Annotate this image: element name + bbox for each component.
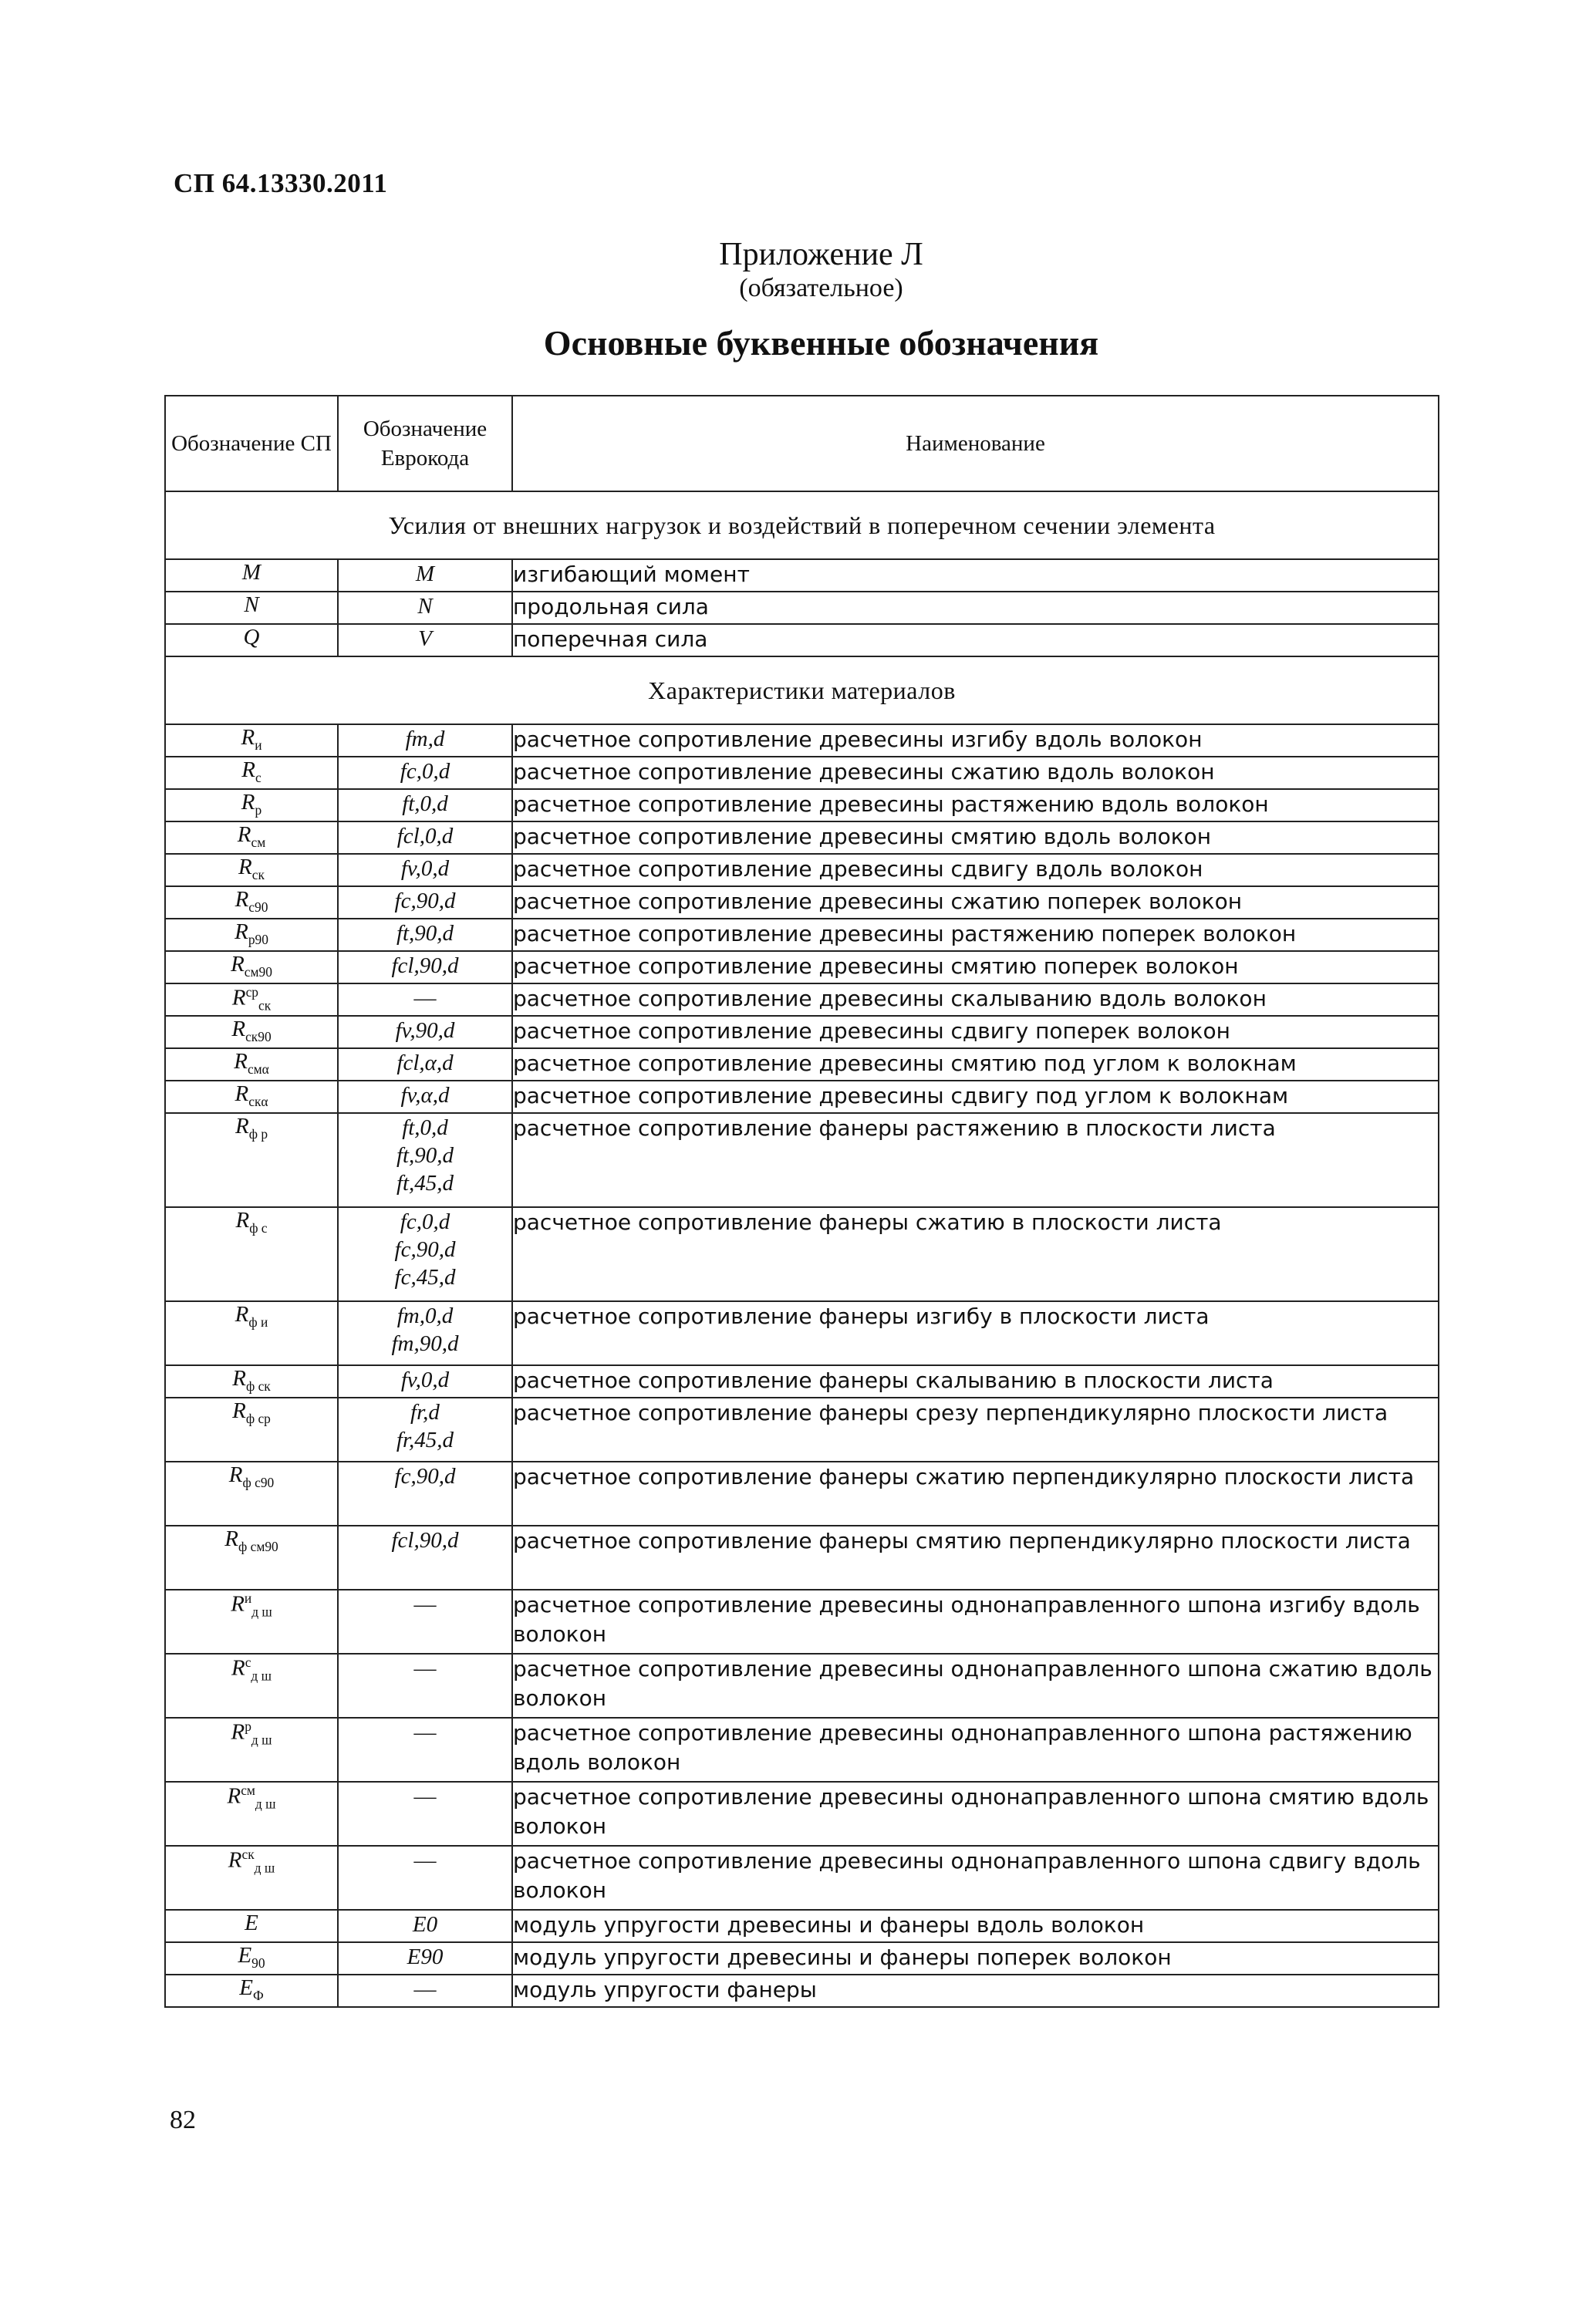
- sp-symbol-cell: [165, 1975, 338, 2007]
- symbol-description: расчетное сопротивление фанеры изгибу в плоскости листа: [512, 1301, 1439, 1365]
- table-row: [165, 1975, 1439, 2007]
- symbol-description: модуль упругости фанеры: [512, 1975, 1439, 2007]
- eurocode-symbol: fcl,90,d: [391, 953, 459, 978]
- symbol-description: расчетное сопротивление фанеры сжатию перпендикулярно плоскости листа: [512, 1462, 1439, 1526]
- sp-symbol-subscript: с: [255, 769, 262, 785]
- eurocode-symbol: fr,d: [410, 1400, 440, 1425]
- sp-symbol: R: [241, 725, 255, 750]
- table-row: [165, 1718, 1439, 1782]
- sp-symbol: R: [228, 1462, 243, 1487]
- symbol-description: расчетное сопротивление древесины сжатию поперек волокон: [512, 886, 1439, 919]
- eurocode-symbol: fv,α,d: [400, 1083, 450, 1108]
- eurocode-symbol: —: [413, 1720, 437, 1745]
- eurocode-symbol: V: [418, 626, 432, 651]
- eurocode-symbol: ft,45,d: [396, 1171, 454, 1196]
- symbol-description: расчетное сопротивление древесины однонаправленного шпона растяжению вдоль волокон: [512, 1718, 1439, 1782]
- sp-symbol: R: [235, 1081, 249, 1106]
- eurocode-symbol-cell: [338, 1910, 512, 1942]
- table-row: [165, 919, 1439, 951]
- table-header-row: [165, 396, 1439, 491]
- sp-symbol: M: [241, 560, 262, 585]
- sp-symbol-superscript: с: [245, 1655, 251, 1670]
- table-row: [165, 1301, 1439, 1365]
- sp-symbol: R: [241, 790, 255, 815]
- sp-symbol-cell: [165, 724, 338, 757]
- sp-symbol-cell: [165, 983, 338, 1016]
- symbol-description: расчетное сопротивление древесины смятию вдоль волокон: [512, 821, 1439, 854]
- eurocode-symbol-cell: [338, 1942, 512, 1975]
- eurocode-symbol-cell: [338, 789, 512, 821]
- sp-symbol-subscript: д ш: [251, 1732, 272, 1748]
- sp-symbol-subscript: Ф: [252, 1987, 264, 2003]
- eurocode-symbol: M: [415, 562, 435, 586]
- symbol-description: расчетное сопротивление древесины сдвигу под углом к волокнам: [512, 1081, 1439, 1113]
- sp-symbol: R: [235, 1208, 250, 1233]
- symbols-table: [164, 395, 1439, 2008]
- sp-symbol-subscript: см90: [244, 963, 272, 980]
- symbol-description: расчетное сопротивление древесины сдвигу вдоль волокон: [512, 854, 1439, 886]
- sp-symbol-superscript: и: [244, 1590, 252, 1606]
- sp-symbol-superscript: ск: [241, 1847, 255, 1862]
- sp-symbol-subscript: ск: [258, 997, 272, 1014]
- sp-symbol-subscript: д ш: [255, 1796, 276, 1812]
- eurocode-symbol-cell: [338, 1207, 512, 1301]
- table-row: [165, 789, 1439, 821]
- sp-symbol-subscript: р: [255, 801, 262, 818]
- eurocode-symbol-cell: [338, 1048, 512, 1081]
- sp-symbol: R: [238, 855, 252, 879]
- sp-symbol-cell: [165, 854, 338, 886]
- sp-symbol-subscript: 90: [251, 1955, 265, 1971]
- eurocode-symbol: E90: [407, 1945, 444, 1969]
- eurocode-symbol-cell: [338, 624, 512, 656]
- symbol-description: расчетное сопротивление фанеры смятию перпендикулярно плоскости листа: [512, 1526, 1439, 1590]
- sp-symbol-cell: [165, 1081, 338, 1113]
- sp-symbol: Q: [243, 625, 260, 649]
- sp-symbol-subscript: ф р: [248, 1125, 268, 1142]
- sp-symbol-cell: [165, 821, 338, 854]
- table-row: [165, 1942, 1439, 1975]
- symbol-description: расчетное сопротивление древесины сжатию вдоль волокон: [512, 757, 1439, 789]
- eurocode-symbol-cell: [338, 1365, 512, 1398]
- sp-symbol-cell: [165, 624, 338, 656]
- symbol-description: расчетное сопротивление древесины изгибу вдоль волокон: [512, 724, 1439, 757]
- sp-symbol-cell: [165, 951, 338, 983]
- symbol-description: расчетное сопротивление древесины сдвигу поперек волокон: [512, 1016, 1439, 1048]
- eurocode-symbol-cell: [338, 983, 512, 1016]
- eurocode-symbol: fc,45,d: [394, 1265, 456, 1290]
- sp-symbol-cell: [165, 1846, 338, 1910]
- table-row: [165, 1081, 1439, 1113]
- eurocode-symbol: —: [413, 1848, 437, 1873]
- table-row: [165, 1846, 1439, 1910]
- table-row: [165, 951, 1439, 983]
- symbol-description: расчетное сопротивление древесины однонаправленного шпона сдвигу вдоль волокон: [512, 1846, 1439, 1910]
- eurocode-symbol: ft,0,d: [402, 791, 448, 816]
- table-row: [165, 1654, 1439, 1718]
- header-eurocode: Обозначение Еврокода: [338, 396, 512, 491]
- sp-symbol: R: [234, 1049, 248, 1074]
- table-row: [165, 1365, 1439, 1398]
- table-row: [165, 1048, 1439, 1081]
- symbol-description: расчетное сопротивление древесины смятию под углом к волокнам: [512, 1048, 1439, 1081]
- sp-symbol-subscript: ф см90: [238, 1538, 278, 1554]
- table-row: [165, 1782, 1439, 1846]
- table-row: [165, 1526, 1439, 1590]
- sp-symbol-cell: [165, 1048, 338, 1081]
- eurocode-symbol: ft,90,d: [396, 921, 454, 946]
- eurocode-symbol-cell: [338, 1016, 512, 1048]
- eurocode-symbol-cell: [338, 1654, 512, 1718]
- sp-symbol-cell: [165, 1526, 338, 1590]
- table-row: [165, 1207, 1439, 1301]
- symbol-description: расчетное сопротивление древесины растяжению вдоль волокон: [512, 789, 1439, 821]
- table-row: [165, 886, 1439, 919]
- symbol-description: расчетное сопротивление древесины однонаправленного шпона сжатию вдоль волокон: [512, 1654, 1439, 1718]
- table-row: [165, 821, 1439, 854]
- sp-symbol-cell: [165, 1398, 338, 1462]
- sp-symbol-subscript: д ш: [254, 1860, 275, 1876]
- page-title: Основные буквенные обозначения: [543, 323, 1099, 363]
- sp-symbol-cell: [165, 1301, 338, 1365]
- sp-symbol-cell: [165, 1365, 338, 1398]
- sp-symbol-superscript: р: [245, 1719, 251, 1734]
- sp-symbol-subscript: ск90: [245, 1028, 272, 1044]
- sp-symbol-cell: [165, 592, 338, 624]
- sp-symbol-cell: [165, 559, 338, 592]
- eurocode-symbol-cell: [338, 1590, 512, 1654]
- eurocode-symbol: fv,90,d: [395, 1018, 455, 1043]
- sp-symbol-cell: [165, 1462, 338, 1526]
- eurocode-symbol: fc,90,d: [394, 1464, 456, 1489]
- sp-symbol-subscript: ф и: [248, 1314, 268, 1330]
- sp-symbol: R: [228, 1847, 242, 1873]
- table-row: [165, 1910, 1439, 1942]
- sp-symbol-subscript: ф с: [249, 1219, 268, 1236]
- header-name: Наименование: [512, 396, 1439, 491]
- eurocode-symbol: fv,0,d: [400, 856, 450, 881]
- eurocode-symbol-cell: [338, 821, 512, 854]
- eurocode-symbol-cell: [338, 919, 512, 951]
- sp-symbol: R: [232, 1398, 246, 1423]
- eurocode-symbol: —: [413, 1784, 437, 1809]
- symbol-description: продольная сила: [512, 592, 1439, 624]
- eurocode-symbol: fm,90,d: [391, 1331, 459, 1356]
- sp-symbol: R: [231, 1017, 246, 1041]
- symbol-description: расчетное сопротивление фанеры сжатию в плоскости листа: [512, 1207, 1439, 1301]
- eurocode-symbol-cell: [338, 1301, 512, 1365]
- eurocode-symbol-cell: [338, 1462, 512, 1526]
- eurocode-symbol-cell: [338, 1113, 512, 1207]
- sp-symbol: R: [237, 822, 251, 847]
- eurocode-symbol-cell: [338, 1782, 512, 1846]
- table-row: [165, 624, 1439, 656]
- appendix-heading: [0, 236, 1596, 304]
- symbol-description: расчетное сопротивление древесины скалыванию вдоль волокон: [512, 983, 1439, 1016]
- sp-symbol: R: [235, 919, 248, 944]
- sp-symbol: R: [235, 1302, 249, 1327]
- sp-symbol-superscript: ср: [245, 984, 258, 1000]
- table-row: [165, 1462, 1439, 1526]
- sp-symbol: R: [235, 1114, 249, 1138]
- sp-symbol-cell: [165, 1207, 338, 1301]
- eurocode-symbol-cell: [338, 886, 512, 919]
- sp-symbol-subscript: р90: [248, 931, 268, 947]
- table-row: [165, 1590, 1439, 1654]
- eurocode-symbol: E0: [412, 1912, 438, 1937]
- table-row: [165, 724, 1439, 757]
- eurocode-symbol-cell: [338, 1398, 512, 1462]
- sp-symbol: E: [238, 1943, 252, 1968]
- symbol-description: модуль упругости древесины и фанеры поперек волокон: [512, 1942, 1439, 1975]
- sp-symbol-cell: [165, 789, 338, 821]
- eurocode-symbol-cell: [338, 1846, 512, 1910]
- header-sp: Обозначение СП: [165, 396, 338, 491]
- sp-symbol-cell: [165, 1782, 338, 1846]
- sp-symbol: R: [231, 1591, 245, 1617]
- table-row: [165, 983, 1439, 1016]
- sp-symbol-cell: [165, 757, 338, 789]
- symbol-description: расчетное сопротивление фанеры растяжению в плоскости листа: [512, 1113, 1439, 1207]
- table-row: [165, 854, 1439, 886]
- sp-symbol-cell: [165, 1113, 338, 1207]
- eurocode-symbol-cell: [338, 1718, 512, 1782]
- sp-symbol-cell: [165, 1910, 338, 1942]
- symbol-description: расчетное сопротивление фанеры срезу перпендикулярно плоскости листа: [512, 1398, 1439, 1462]
- eurocode-symbol-cell: [338, 854, 512, 886]
- sp-symbol-cell: [165, 1718, 338, 1782]
- table-row: [165, 592, 1439, 624]
- eurocode-symbol: fv,0,d: [400, 1368, 450, 1392]
- eurocode-symbol-cell: [338, 951, 512, 983]
- eurocode-symbol: N: [417, 594, 433, 619]
- eurocode-symbol: fm,0,d: [396, 1304, 454, 1328]
- eurocode-symbol: ft,90,d: [396, 1143, 454, 1168]
- sp-symbol: R: [241, 757, 255, 782]
- sp-symbol: R: [227, 1783, 241, 1809]
- eurocode-symbol: fc,0,d: [400, 759, 450, 784]
- symbol-description: модуль упругости древесины и фанеры вдоль волокон: [512, 1910, 1439, 1942]
- eurocode-symbol: —: [413, 1656, 437, 1681]
- sp-symbol-subscript: ф ск: [245, 1378, 271, 1394]
- sp-symbol-subscript: д ш: [251, 1668, 272, 1684]
- sp-symbol-subscript: смα: [247, 1061, 269, 1077]
- eurocode-symbol-cell: [338, 559, 512, 592]
- table-row: [165, 1016, 1439, 1048]
- eurocode-symbol: fr,45,d: [396, 1428, 454, 1452]
- eurocode-symbol-cell: [338, 724, 512, 757]
- table-row: [165, 1113, 1439, 1207]
- eurocode-symbol: fm,d: [405, 727, 445, 751]
- sp-symbol-cell: [165, 919, 338, 951]
- eurocode-symbol: fcl,α,d: [396, 1051, 454, 1075]
- sp-symbol-subscript: ф с90: [242, 1474, 275, 1490]
- eurocode-symbol-cell: [338, 757, 512, 789]
- symbol-description: изгибающий момент: [512, 559, 1439, 592]
- eurocode-symbol-cell: [338, 1975, 512, 2007]
- sp-symbol-subscript: ск: [251, 866, 265, 882]
- eurocode-symbol: fc,0,d: [400, 1209, 450, 1234]
- section-title: Усилия от внешних нагрузок и воздействий в поперечном сечении элемента: [165, 491, 1439, 559]
- eurocode-symbol: ft,0,d: [402, 1115, 448, 1140]
- table-row: [165, 757, 1439, 789]
- sp-symbol-cell: [165, 1942, 338, 1975]
- sp-symbol-superscript: см: [241, 1783, 255, 1798]
- eurocode-symbol: fcl,0,d: [396, 824, 454, 848]
- sp-symbol-subscript: д ш: [251, 1604, 272, 1620]
- sp-symbol-subscript: с90: [248, 899, 268, 915]
- eurocode-symbol: —: [413, 1977, 437, 2002]
- appendix-title: Приложение Л: [719, 237, 923, 272]
- symbol-description: поперечная сила: [512, 624, 1439, 656]
- sp-symbol-cell: [165, 1590, 338, 1654]
- section-title: Характеристики материалов: [165, 656, 1439, 724]
- sp-symbol-subscript: и: [255, 737, 262, 753]
- table-row: [165, 559, 1439, 592]
- eurocode-symbol: —: [413, 1592, 437, 1617]
- eurocode-symbol: fc,90,d: [394, 889, 456, 913]
- symbol-description: расчетное сопротивление древесины смятию поперек волокон: [512, 951, 1439, 983]
- sp-symbol-subscript: скα: [248, 1093, 268, 1109]
- section-row: [165, 656, 1439, 724]
- symbol-description: расчетное сопротивление древесины однонаправленного шпона изгибу вдоль волокон: [512, 1590, 1439, 1654]
- document-code: СП 64.13330.2011: [174, 168, 388, 198]
- eurocode-symbol-cell: [338, 592, 512, 624]
- sp-symbol: R: [232, 1366, 246, 1391]
- symbol-description: расчетное сопротивление древесины однонаправленного шпона смятию вдоль волокон: [512, 1782, 1439, 1846]
- sp-symbol: R: [231, 952, 245, 977]
- sp-symbol-cell: [165, 1016, 338, 1048]
- table-body: [165, 491, 1439, 2007]
- sp-symbol: R: [231, 985, 246, 1010]
- sp-symbol-subscript: см: [251, 834, 266, 850]
- symbol-description: расчетное сопротивление фанеры скалыванию в плоскости листа: [512, 1365, 1439, 1398]
- sp-symbol-cell: [165, 886, 338, 919]
- sp-symbol-cell: [165, 1654, 338, 1718]
- sp-symbol: N: [244, 592, 259, 617]
- eurocode-symbol-cell: [338, 1526, 512, 1590]
- sp-symbol-subscript: ф ср: [245, 1410, 271, 1426]
- eurocode-symbol: fc,90,d: [394, 1237, 456, 1262]
- section-row: [165, 491, 1439, 559]
- sp-symbol: R: [231, 1655, 245, 1681]
- table-row: [165, 1398, 1439, 1462]
- eurocode-symbol: —: [413, 986, 437, 1010]
- sp-symbol: R: [224, 1526, 238, 1551]
- page-number: 82: [170, 2106, 196, 2134]
- sp-symbol: E: [245, 1911, 258, 1935]
- sp-symbol: R: [231, 1719, 245, 1745]
- symbol-description: расчетное сопротивление древесины растяжению поперек волокон: [512, 919, 1439, 951]
- eurocode-symbol-cell: [338, 1081, 512, 1113]
- sp-symbol: R: [235, 887, 249, 912]
- sp-symbol: E: [239, 1975, 253, 2000]
- appendix-subtitle: (обязательное): [739, 274, 903, 302]
- eurocode-symbol: fcl,90,d: [391, 1528, 459, 1553]
